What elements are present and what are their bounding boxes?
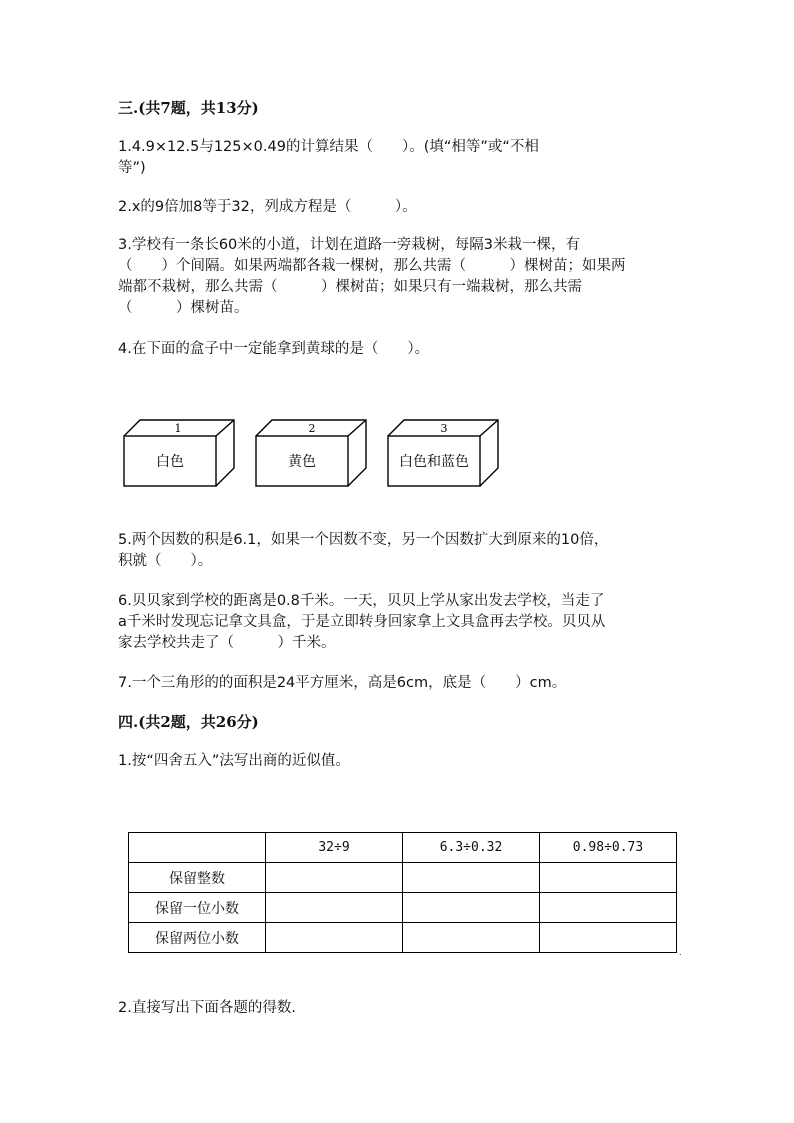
- question-3-1: [118, 137, 678, 179]
- question-line: 5.两个因数的积是6.1，如果一个因数不变，另一个因数扩大到原来的10倍，: [118, 532, 609, 548]
- row-label: 保留整数: [129, 863, 266, 893]
- answer-cell[interactable]: [540, 863, 677, 893]
- answer-cell[interactable]: [266, 893, 403, 923]
- question-line: 1.4.9×12.5与125×0.49的计算结果（ ）。(填“相等”或“不相: [118, 139, 539, 155]
- answer-cell[interactable]: [540, 893, 677, 923]
- question-line: （ ）个间隔。如果两端都各栽一棵树，那么共需（ ）棵树苗；如果两: [118, 258, 626, 274]
- box-3-label: 白色和蓝色: [399, 454, 469, 470]
- question-line: 3.学校有一条长60米的小道，计划在道路一旁栽树，每隔3米栽一棵，有: [118, 237, 581, 253]
- section-4-title: 四.(共2题，共26分): [118, 713, 259, 731]
- question-line: 端都不栽树，那么共需（ ）棵树苗；如果只有一端栽树，那么共需: [118, 279, 582, 295]
- row-label: 保留一位小数: [129, 893, 266, 923]
- box-1-number: 1: [174, 422, 182, 435]
- question-3-6: [118, 591, 678, 654]
- box-3-number: 3: [440, 422, 448, 435]
- question-3-7: [118, 673, 678, 694]
- trailing-mark: .: [679, 948, 682, 957]
- question-line: 1.按“四舍五入”法写出商的近似值。: [118, 753, 350, 769]
- answer-cell[interactable]: [403, 923, 540, 953]
- box-1-label: 白色: [156, 454, 184, 470]
- answer-cell[interactable]: [403, 863, 540, 893]
- question-4-2: [118, 998, 678, 1019]
- question-line: 2.x的9倍加8等于32，列成方程是（ ）。: [118, 199, 417, 215]
- answer-cell[interactable]: [266, 863, 403, 893]
- box-2-number: 2: [308, 422, 316, 435]
- answer-cell[interactable]: [266, 923, 403, 953]
- table-header-cell: 32÷9: [266, 833, 403, 863]
- box-illustrations: [118, 412, 518, 492]
- section-3-title: 三.(共7题，共13分): [118, 99, 259, 117]
- question-line: a千米时发现忘记拿文具盒，于是立即转身回家拿上文具盒再去学校。贝贝从: [118, 614, 606, 630]
- boxes-figure: [118, 412, 518, 492]
- question-4-1: [118, 751, 678, 772]
- table-row: [129, 863, 677, 893]
- question-line: 家去学校共走了（ ）千米。: [118, 635, 336, 651]
- table-header-cell: 0.98÷0.73: [540, 833, 677, 863]
- table-header-row: [129, 833, 677, 863]
- question-line: （ ）棵树苗。: [118, 300, 249, 316]
- question-3-4: [118, 339, 678, 360]
- question-line: 7.一个三角形的的面积是24平方厘米，高是6cm，底是（ ）cm。: [118, 675, 567, 691]
- table-header-cell: 6.3÷0.32: [403, 833, 540, 863]
- question-line: 等”): [118, 160, 146, 176]
- row-label: 保留两位小数: [129, 923, 266, 953]
- question-3-5: [118, 530, 678, 572]
- question-line: 6.贝贝家到学校的距离是0.8千米。一天，贝贝上学从家出发去学校，当走了: [118, 593, 605, 609]
- table-row: [129, 923, 677, 953]
- approximation-table: [128, 832, 677, 953]
- question-line: 4.在下面的盒子中一定能拿到黄球的是（ ）。: [118, 341, 430, 357]
- question-3-2: [118, 197, 678, 218]
- question-line: 2.直接写出下面各题的得数.: [118, 1000, 296, 1016]
- question-line: 积就（ ）。: [118, 553, 213, 569]
- answer-cell[interactable]: [403, 893, 540, 923]
- box-2-label: 黄色: [288, 454, 316, 470]
- answer-cell[interactable]: [540, 923, 677, 953]
- question-3-3: [118, 235, 678, 319]
- table-header-cell: [129, 833, 266, 863]
- table-row: [129, 893, 677, 923]
